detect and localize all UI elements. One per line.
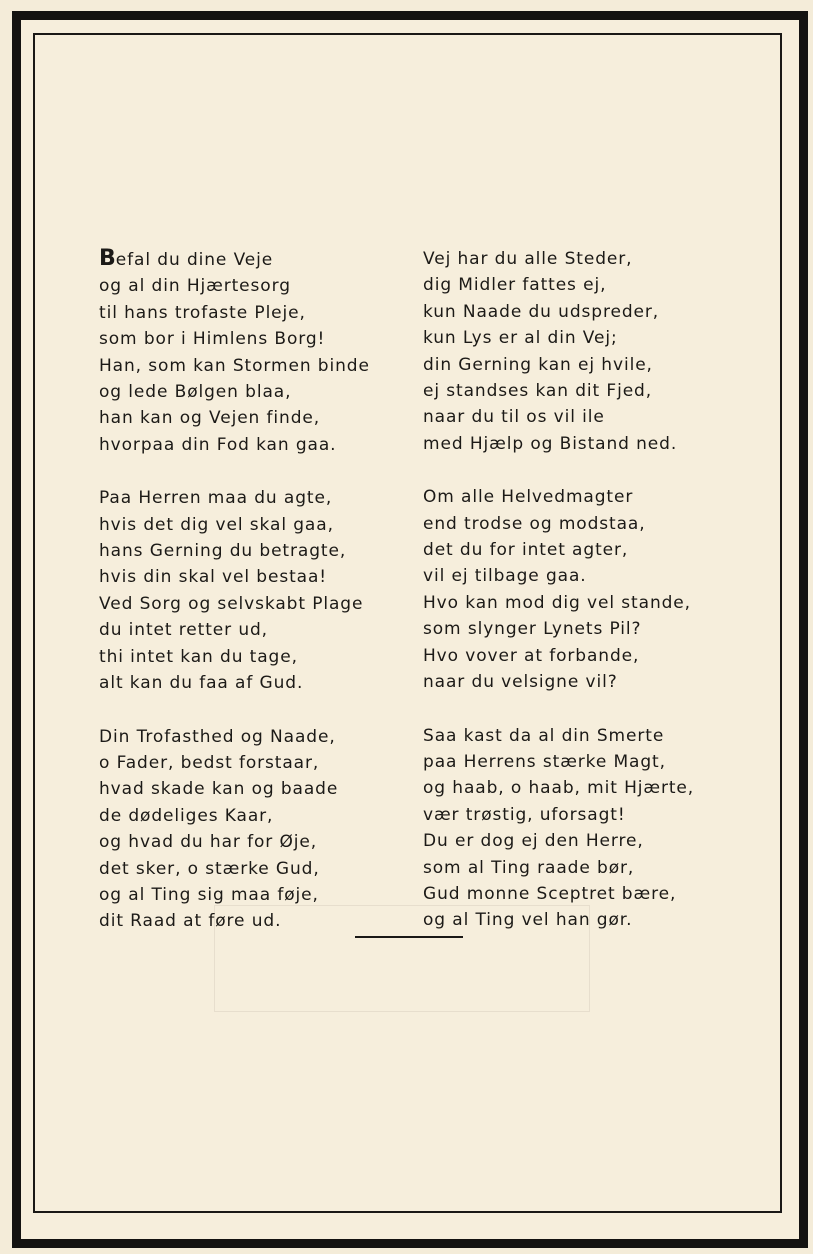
poem-line: Saa kast da al din Smerte	[423, 725, 665, 746]
poem-line: Ved Sorg og selvskabt Plage	[99, 593, 364, 614]
poem-line: Hvo vover at forbande,	[423, 645, 640, 666]
drop-cap: B	[99, 246, 116, 271]
poem-line: det du for intet agter,	[423, 540, 629, 561]
stanza-5	[423, 484, 723, 695]
poem-line: og haab, o haab, mit Hjærte,	[423, 778, 695, 799]
poem-line: din Gerning kan ej hvile,	[423, 354, 653, 375]
poem-line: hvis det dig vel skal gaa,	[99, 514, 334, 535]
poem-line: de dødeliges Kaar,	[99, 805, 274, 826]
poem-line: Din Trofasthed og Naade,	[99, 726, 336, 747]
poem-line: vil ej tilbage gaa.	[423, 566, 587, 587]
poem-line: som slynger Lynets Pil?	[423, 619, 642, 640]
poem-line: og al Ting sig maa føje,	[99, 884, 319, 905]
poem-line: han kan og Vejen finde,	[99, 408, 321, 429]
stanza-1	[99, 246, 419, 458]
poem-line: kun Naade du udspreder,	[423, 301, 660, 322]
poem-line: med Hjælp og Bistand ned.	[423, 433, 678, 454]
poem-line: og al Ting vel han gør.	[423, 910, 633, 931]
poem-line: hvis din skal vel bestaa!	[99, 567, 328, 588]
poem-line: dit Raad at føre ud.	[99, 911, 282, 932]
poem-left-column	[99, 246, 419, 962]
poem-line: Befal du dine Veje	[99, 246, 274, 271]
poem-line: hvad skade kan og baade	[99, 779, 339, 800]
poem-line: kun Lys er al din Vej;	[423, 328, 618, 349]
poem-line: og lede Bølgen blaa,	[99, 382, 292, 403]
poem-line: Hvo kan mod dig vel stande,	[423, 592, 691, 613]
poem-line: alt kan du faa af Gud.	[99, 673, 304, 694]
poem-right-column	[423, 246, 723, 961]
poem-line: end trodse og modstaa,	[423, 513, 646, 534]
closing-rule	[355, 936, 463, 938]
stanza-3	[99, 724, 419, 935]
poem-line: paa Herrens stærke Magt,	[423, 751, 666, 772]
stanza-2	[99, 485, 419, 696]
poem-line: Han, som kan Stormen binde	[99, 355, 370, 376]
poem-line: o Fader, bedst forstaar,	[99, 752, 320, 773]
poem-line: hvorpaa din Fod kan gaa.	[99, 434, 337, 455]
poem-line: hans Gerning du betragte,	[99, 541, 347, 562]
poem-line: naar du velsigne vil?	[423, 672, 618, 693]
poem-line: ej standses kan dit Fjed,	[423, 381, 653, 402]
poem-line: vær trøstig, uforsagt!	[423, 804, 626, 825]
poem-line: Gud monne Sceptret bære,	[423, 883, 677, 904]
poem-line: som al Ting raade bør,	[423, 857, 635, 878]
poem-line: Om alle Helvedmagter	[423, 487, 634, 508]
poem-line: du intet retter ud,	[99, 620, 268, 641]
poem-line: naar du til os vil ile	[423, 407, 605, 428]
poem-line: til hans trofaste Pleje,	[99, 302, 306, 323]
poem-line: og hvad du har for Øje,	[99, 832, 318, 853]
poem-line: thi intet kan du tage,	[99, 646, 298, 667]
poem-line: som bor i Himlens Borg!	[99, 329, 326, 350]
poem-line: Paa Herren maa du agte,	[99, 488, 333, 509]
poem-line: Vej har du alle Steder,	[423, 249, 633, 269]
poem-line: og al din Hjærtesorg	[99, 276, 291, 297]
poem-line: dig Midler fattes ej,	[423, 275, 607, 296]
stanza-6	[423, 723, 723, 934]
poem-line: Du er dog ej den Herre,	[423, 831, 644, 852]
poem-line: det sker, o stærke Gud,	[99, 858, 320, 879]
stanza-4	[423, 246, 723, 457]
